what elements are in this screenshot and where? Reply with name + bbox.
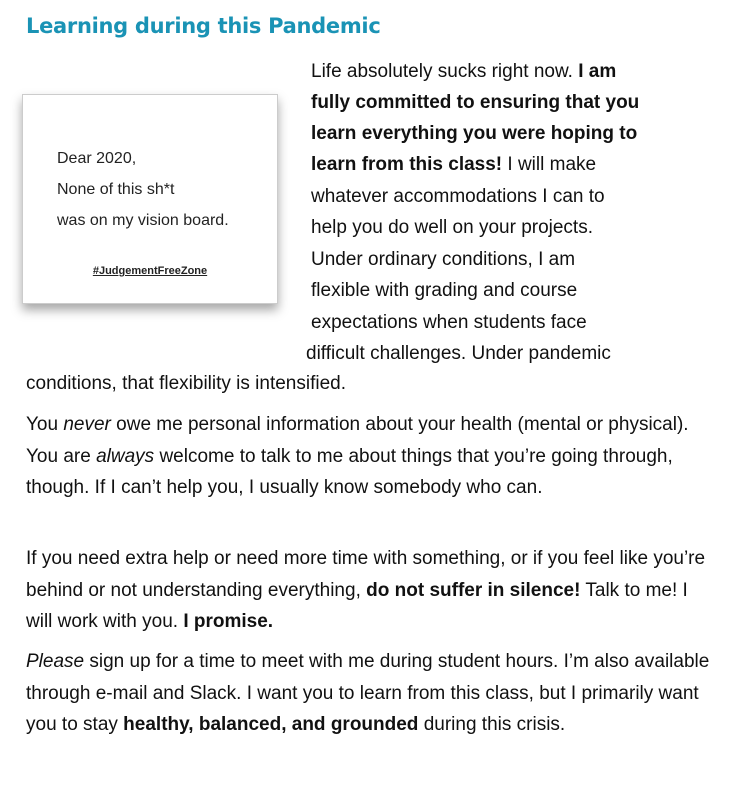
text-run: I will make: [502, 154, 597, 175]
bold-run: fully committed to ensuring that you: [311, 92, 640, 113]
text-run: welcome to talk to me about things that you’re going through, though. If I can’t help you, I usually know somebody who can.: [26, 445, 673, 498]
intro-line: flexible with grading and course: [311, 280, 578, 301]
intro-line: difficult challenges. Under pandemic: [306, 343, 611, 364]
bold-run: learn everything you were hoping to: [311, 123, 638, 144]
italic-run: Please: [26, 651, 85, 672]
bold-run: I promise.: [183, 611, 274, 632]
italic-run: always: [96, 445, 155, 467]
bold-run: I am: [578, 61, 617, 82]
bold-run: healthy, balanced, and grounded: [123, 714, 419, 735]
text-run: If you need extra help or need more time with something, or if you feel like you’re behind or not understanding everything,: [26, 548, 706, 601]
intro-line: [311, 118, 637, 150]
intro-line: [311, 56, 616, 88]
intro-line: expectations when students face: [311, 312, 587, 333]
page-heading: Learning during this Pandemic: [26, 14, 381, 38]
intro-line: [311, 87, 639, 119]
quote-text: [57, 143, 229, 236]
health-paragraph: [26, 409, 716, 504]
text-run: during this crisis.: [418, 714, 566, 735]
text-run: owe me personal information about your health (mental or physical). You are: [26, 414, 689, 467]
intro-line: conditions, that flexibility is intensified.: [26, 373, 346, 394]
text-run: Life absolutely sucks right now.: [311, 61, 579, 82]
bold-run: do not suffer in silence!: [366, 579, 581, 601]
intro-line: whatever accommodations I can to: [311, 186, 605, 207]
quote-line: was on my vision board.: [57, 212, 229, 229]
intro-line: Under ordinary conditions, I am: [311, 249, 576, 270]
italic-run: never: [63, 414, 111, 435]
text-run: You: [26, 414, 64, 435]
help-paragraph: [26, 543, 716, 638]
quote-line: None of this sh*t: [57, 181, 175, 198]
hashtag-label: #JudgementFreeZone: [92, 265, 208, 277]
text-run: Talk to me! I will work with you.: [26, 579, 688, 632]
quote-card-image: [22, 94, 278, 304]
intro-line: help you do well on your projects.: [311, 217, 593, 238]
text-run: sign up for a time to meet with me during student hours. I’m also available through e-mail and Slack. I want you to learn from this class, but I primarily want you to stay: [26, 651, 710, 735]
quote-line: Dear 2020,: [57, 150, 137, 167]
student-hours-paragraph: [26, 646, 716, 741]
bold-run: learn from this class!: [311, 154, 503, 175]
intro-line: [311, 149, 596, 181]
